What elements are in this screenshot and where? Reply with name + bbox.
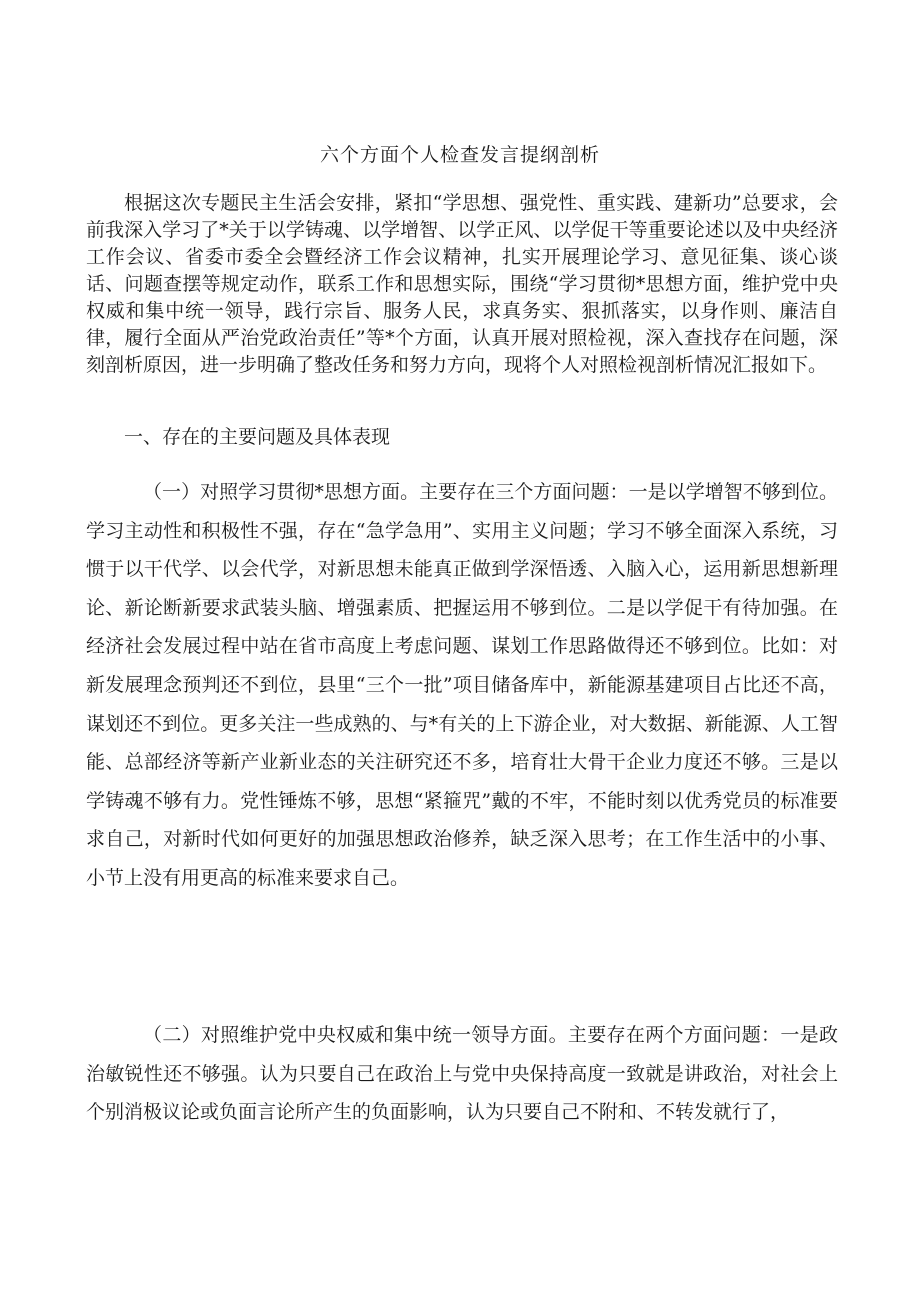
body-paragraph-2: （二）对照维护党中央权威和集中统一领导方面。主要存在两个方面问题：一是政治敏锐性还不够强。认为只要自己在政治上与党中央保持高度一致就是讲政治，对社会上个别消极议论或负面言论所产生的负面影响，认为只要自己不附和、不转发就行了， [86, 1024, 838, 1124]
intro-paragraph: 根据这次专题民主生活会安排，紧扣“学思想、强党性、重实践、建新功”总要求，会前我深入学习了*关于以学铸魂、以学增智、以学正风、以学促干等重要论述以及中央经济工作会议、省委市委全会暨经济工作会议精神，扎实开展理论学习、意见征集、谈心谈话、问题查摆等规定动作，联系工作和思想实际，围绕“学习贯彻*思想方面，维护党中央权威和集中统一领导，践行宗旨、服务人民，求真务实、狠抓落实，以身作则、廉洁自律，履行全面从严治党政治责任”等*个方面，认真开展对照检视，深入查找存在问题，深刻剖析原因，进一步明确了整改任务和努力方向，现将个人对照检视剖析情况汇报如下。 [86, 192, 838, 376]
body-paragraph-1: （一）对照学习贯彻*思想方面。主要存在三个方面问题：一是以学增智不够到位。学习主动性和积极性不强，存在“急学急用”、实用主义问题；学习不够全面深入系统，习惯于以干代学、以会代学，对新思想未能真正做到学深悟透、入脑入心，运用新思想新理论、新论断新要求武装头脑、增强素质、把握运用不够到位。二是以学促干有待加强。在经济社会发展过程中站在省市高度上考虑问题、谋划工作思路做得还不够到位。比如：对新发展理念预判还不到位，县里“三个一批”项目储备库中，新能源基建项目占比还不高，谋划还不到位。更多关注一些成熟的、与*有关的上下游企业，对大数据、新能源、人工智能、总部经济等新产业新业态的关注研究还不多，培育壮大骨干企业力度还不够。三是以学铸魂不够有力。党性锤炼不够，思想“紧箍咒”戴的不牢，不能时刻以优秀党员的标准要求自己，对新时代如何更好的加强思想政治修养，缺乏深入思考；在工作生活中的小事、小节上没有用更高的标准来要求自己。 [86, 481, 838, 889]
document-title: 六个方面个人检查发言提纲剖析 [319, 144, 600, 166]
section-heading: 一、存在的主要问题及具体表现 [124, 426, 391, 448]
